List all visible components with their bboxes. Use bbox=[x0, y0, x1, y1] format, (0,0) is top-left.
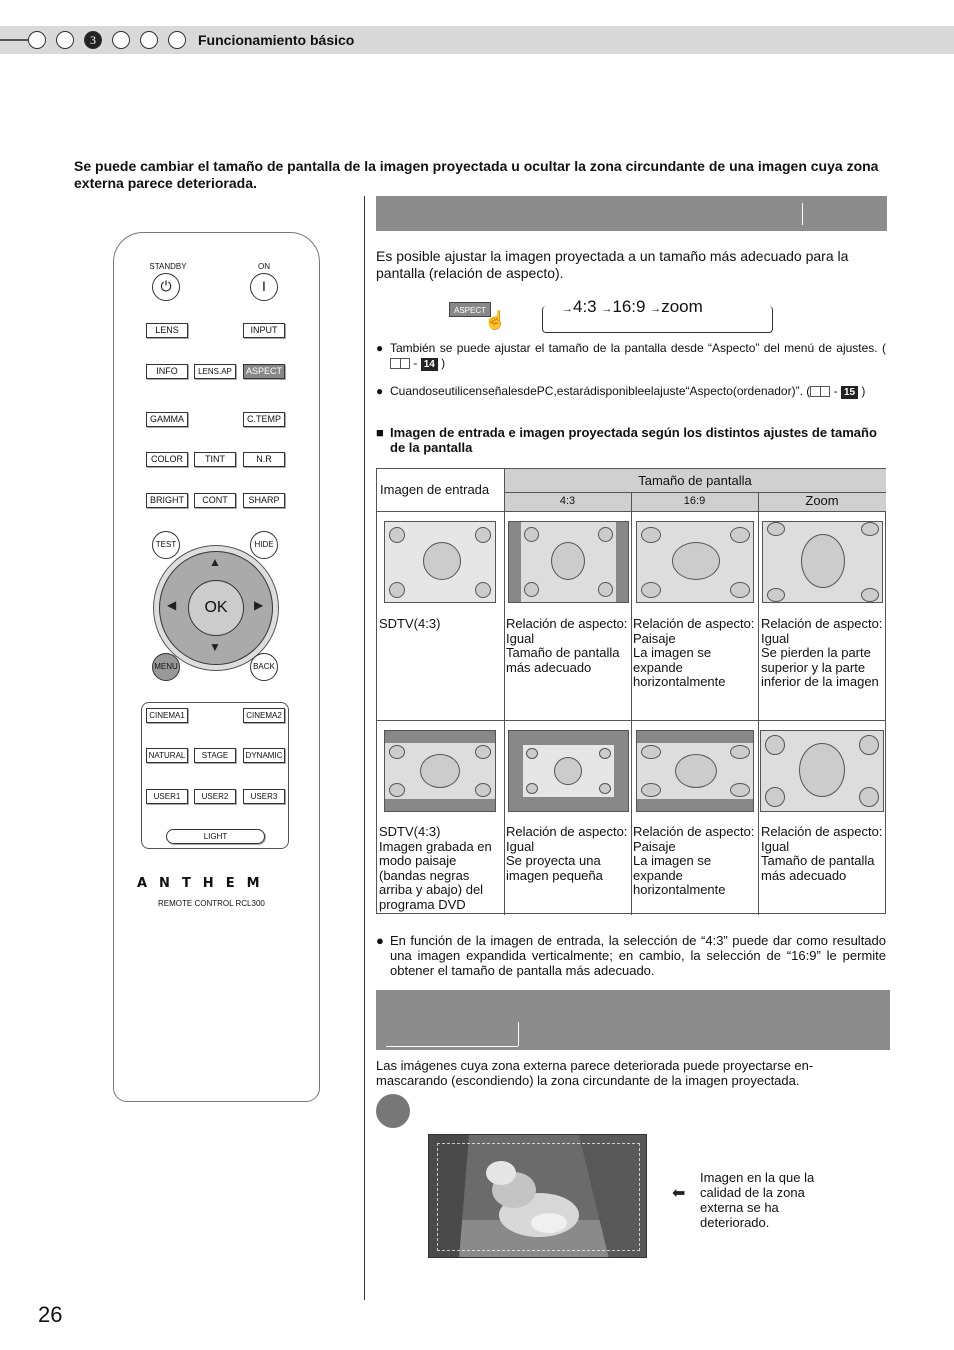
cycle-4-3: 4:3 bbox=[573, 297, 597, 316]
right-arrow-icon: ▶ bbox=[254, 598, 264, 612]
column-divider bbox=[364, 196, 365, 1300]
table-subheading: ■ Imagen de entrada e imagen proyectada según los distintos ajustes de tamaño de la pantalla bbox=[376, 425, 877, 455]
bullet-icon: ● bbox=[376, 933, 384, 948]
cycle-zoom: zoom bbox=[661, 297, 703, 316]
preset-panel bbox=[141, 702, 289, 849]
chapter-dot-5 bbox=[140, 31, 158, 49]
header-rule bbox=[0, 39, 30, 41]
ctemp-button: C.TEMP bbox=[243, 412, 285, 427]
sub-col-4-3: 4:3 bbox=[559, 495, 576, 507]
chapter-dot-1 bbox=[28, 31, 46, 49]
aspect-key-icon: ASPECT bbox=[449, 302, 491, 317]
note-menu-text: También se puede ajustar el tamaño de la pantalla desde “Aspecto” del menú de ajustes. ( bbox=[390, 341, 886, 355]
thumb-169-output-r1 bbox=[636, 521, 754, 603]
dynamic-button: DYNAMIC bbox=[243, 748, 285, 763]
ref-close: ) bbox=[861, 384, 866, 398]
light-button: LIGHT bbox=[166, 829, 265, 844]
test-button: TEST bbox=[152, 531, 180, 559]
row2-4-3: Relación de aspecto: Igual Se proyecta una imagen pequeña bbox=[506, 824, 628, 883]
red-panda-photo bbox=[428, 1134, 647, 1258]
aspect-section-bar bbox=[376, 196, 887, 231]
cycle-arrow-icon: → bbox=[601, 303, 613, 315]
square-bullet-icon: ■ bbox=[376, 425, 384, 440]
on-label: ON bbox=[258, 262, 270, 271]
step-marker bbox=[376, 1094, 410, 1128]
note-menu-aspect bbox=[376, 341, 886, 371]
intro-text: Se puede cambiar el tamaño de pantalla de la imagen proyectada u ocultar la zona circundante de una imagen cuya zona externa parece deteriorada. bbox=[74, 158, 879, 191]
thumb-zoom-output-r1 bbox=[762, 521, 883, 603]
stage-button: STAGE bbox=[194, 748, 236, 763]
cinema2-button: CINEMA2 bbox=[243, 708, 285, 723]
tint-button: TINT bbox=[194, 452, 236, 467]
remote-model: REMOTE CONTROL RCL300 bbox=[158, 899, 265, 908]
note-pc-aspect bbox=[376, 384, 886, 399]
thumb-input-letterbox bbox=[384, 730, 496, 812]
bullet-icon: ● bbox=[376, 384, 384, 398]
sub-col-zoom: Zoom bbox=[805, 493, 839, 508]
chapter-title: Funcionamiento básico bbox=[198, 32, 355, 48]
user2-button: USER2 bbox=[194, 789, 236, 804]
row2-zoom: Relación de aspecto: Igual Tamaño de pantalla más adecuado bbox=[761, 824, 883, 883]
aspect-table bbox=[376, 468, 886, 914]
ref-badge-14: 14 bbox=[421, 358, 438, 371]
cycle-16-9: 16:9 bbox=[612, 297, 646, 316]
row2-input: SDTV(4:3) Imagen grabada en modo paisaje (bandas negras arriba y abajo) del programa DVD bbox=[379, 824, 492, 912]
aspect-cycle bbox=[560, 297, 705, 317]
input-button: INPUT bbox=[243, 323, 285, 338]
standby-label: STANDBY bbox=[149, 262, 187, 271]
chapter-dot-6 bbox=[168, 31, 186, 49]
book-icon bbox=[810, 386, 830, 397]
down-arrow-icon: ▼ bbox=[209, 640, 221, 654]
row1-zoom: Relación de aspecto: Igual Se pierden la parte superior y la parte inferior de la imagen bbox=[761, 616, 883, 689]
row1-input: SDTV(4:3) bbox=[379, 616, 441, 631]
back-button: BACK bbox=[250, 653, 278, 681]
thumb-zoom-output-r2 bbox=[760, 730, 884, 812]
cinema1-button: CINEMA1 bbox=[146, 708, 188, 723]
bullet-icon: ● bbox=[376, 341, 384, 355]
ref-close: ) bbox=[441, 356, 446, 370]
lens-button: LENS bbox=[146, 323, 188, 338]
mask-section-bar bbox=[376, 990, 890, 1050]
nr-button: N.R bbox=[243, 452, 285, 467]
lens-ap-button: LENS.AP bbox=[194, 364, 236, 379]
photo-caption: Imagen en la que la calidad de la zona externa se ha deteriorado. bbox=[700, 1170, 815, 1230]
bright-button: BRIGHT bbox=[146, 493, 188, 508]
thumb-input-4-3 bbox=[384, 521, 496, 603]
cycle-arrow-icon: → bbox=[650, 303, 662, 315]
thumb-169-output-r2 bbox=[636, 730, 754, 812]
note-pc-text: CuandoseutilicenseñalesdePC,estarádisponibleelajuste“Aspecto(ordenador)”. ( bbox=[390, 384, 811, 398]
book-icon bbox=[390, 358, 410, 369]
chapter-dot-active: 3 bbox=[84, 31, 102, 49]
chapter-dot-4 bbox=[112, 31, 130, 49]
brand-logo: ANTHEM bbox=[137, 876, 272, 891]
left-arrow-icon: ◀ bbox=[167, 598, 177, 612]
chapter-dot-2 bbox=[56, 31, 74, 49]
thumb-43-output-r2 bbox=[508, 730, 629, 812]
hide-button: HIDE bbox=[250, 531, 278, 559]
left-pointer-icon: ⬅ bbox=[672, 1185, 686, 1202]
sharp-button: SHARP bbox=[243, 493, 285, 508]
col-input-header: Imagen de entrada bbox=[380, 482, 490, 497]
aspect-paragraph: Es posible ajustar la imagen proyectada a un tamaño más adecuado para la pantalla (relación de aspecto). bbox=[376, 248, 849, 281]
cont-button: CONT bbox=[194, 493, 236, 508]
note-input-dependence: ● En función de la imagen de entrada, la selección de “4:3” puede dar como resultado una imagen expandida verticalmente; en cambio, la selección de “16:9” le permite obtener el tamaño de pantalla más adecuado. bbox=[376, 933, 886, 978]
page-number: 26 bbox=[38, 1302, 63, 1327]
info-button: INFO bbox=[146, 364, 188, 379]
user1-button: USER1 bbox=[146, 789, 188, 804]
ref-dash: - bbox=[833, 384, 838, 398]
row1-16-9: Relación de aspecto: Paisaje La imagen se expande horizontalmente bbox=[633, 616, 755, 689]
cycle-arrow-icon: → bbox=[562, 303, 573, 315]
ok-button: OK bbox=[188, 580, 244, 636]
aspect-button: ASPECT bbox=[243, 364, 285, 379]
sub-col-16-9: 16:9 bbox=[683, 495, 706, 507]
up-arrow-icon: ▲ bbox=[209, 555, 221, 569]
ref-dash: - bbox=[413, 356, 418, 370]
thumb-43-output-r1 bbox=[508, 521, 629, 603]
on-icon: I bbox=[250, 273, 278, 301]
user3-button: USER3 bbox=[243, 789, 285, 804]
ref-badge-15: 15 bbox=[841, 386, 858, 399]
menu-button: MENU bbox=[152, 653, 180, 681]
row2-16-9: Relación de aspecto: Paisaje La imagen se expande horizontalmente bbox=[633, 824, 755, 897]
col-size-header: Tamaño de pantalla bbox=[638, 473, 752, 488]
mask-paragraph: Las imágenes cuya zona externa parece deteriorada puede proyectarse en-mascarando (escondiendo) la zona circundante de la imagen proyectada. bbox=[376, 1058, 814, 1088]
hand-pointer-icon: ☝ bbox=[484, 310, 507, 330]
color-button: COLOR bbox=[146, 452, 188, 467]
gamma-button: GAMMA bbox=[146, 412, 188, 427]
natural-button: NATURAL bbox=[146, 748, 188, 763]
row1-4-3: Relación de aspecto: Igual Tamaño de pantalla más adecuado bbox=[506, 616, 628, 675]
standby-icon: ⏻ bbox=[152, 273, 180, 301]
